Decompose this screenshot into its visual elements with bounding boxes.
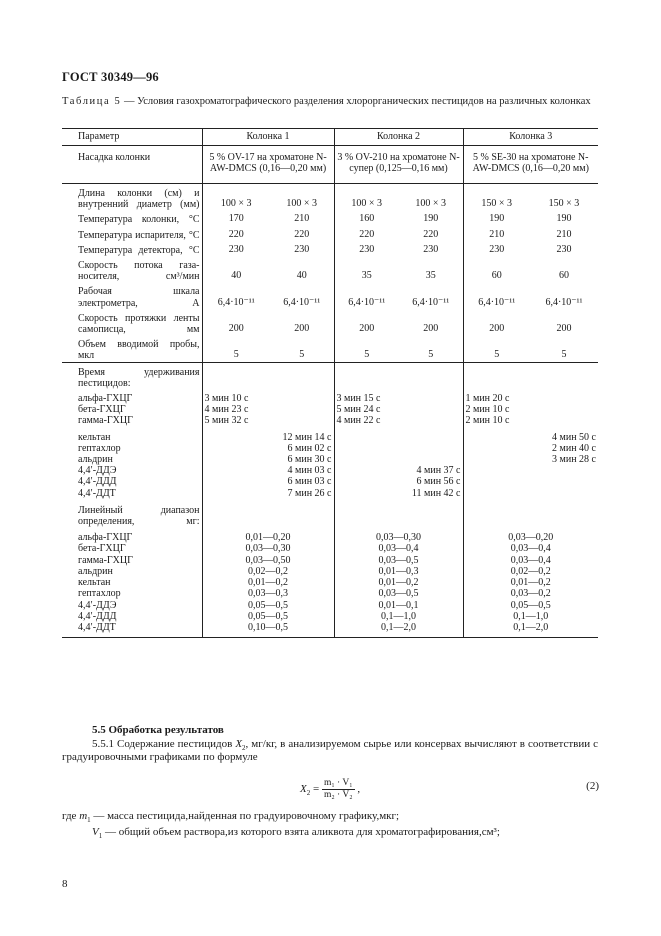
row-value: 150 × 3 (463, 184, 530, 211)
retention-col2-b: 4 мин 37 с 6 мин 56 с 11 мин 42 с (411, 465, 461, 499)
row-value: 190 (423, 213, 439, 225)
row-value: 160 (334, 210, 399, 225)
row-value: 6,4·10⁻¹¹ (463, 282, 530, 308)
table-caption (62, 96, 598, 108)
row-value: 220 (294, 228, 310, 240)
retention-col1-b: 12 мин 14 с 6 мин 02 с 6 мин 30 с 4 мин 03 с 6 мин 03 с 7 мин 26 с (282, 431, 332, 499)
row-value: 190 (463, 210, 530, 225)
retention-names-group-2: кельтан гептахлор альдрин 4,4′-ДДЭ 4,4′-ДДД 4,4′-ДДТ (78, 431, 121, 499)
row-value: 5 (530, 335, 598, 362)
nozzle-column-2: 3 % OV-210 на хроматоне N-супер (0,125—0,16 мм) (334, 146, 463, 184)
row-label: Объем вводимой пробы, мкл (62, 335, 202, 362)
row-value: 230 (423, 243, 439, 255)
table-row (62, 256, 598, 282)
row-label: Температура колонки, °С (78, 214, 200, 226)
row-value: 6,4·10⁻¹¹ (202, 282, 270, 308)
row-value: 35 (334, 256, 399, 282)
table-row (62, 499, 598, 527)
row-value: 5 (202, 335, 270, 362)
table-caption-text: — Условия газохроматографического разделения хлорорганических пестицидов на различных колонках (121, 96, 591, 107)
row-value: 230 (334, 241, 399, 256)
row-value: 200 (423, 323, 439, 335)
table-row (62, 226, 598, 241)
table-row (62, 210, 598, 225)
row-value: 6,4·10⁻¹¹ (283, 296, 321, 308)
where-prefix: где (62, 810, 80, 822)
range-column-3: 0,03—0,20 0,03—0,4 0,03—0,4 0,02—0,2 0,01—0,2 0,03—0,2 0,05—0,5 0,1—1,0 0,1—2,0 (463, 527, 598, 637)
row-value: 230 (294, 243, 310, 255)
document-header: ГОСТ 30349—96 (62, 70, 159, 84)
paragraph-sub: 2 (242, 744, 246, 753)
retention-names-group-1: альфа-ГХЦГ бета-ГХЦГ гамма-ГХЦГ (78, 393, 133, 427)
row-value: 220 (334, 226, 399, 241)
range-column-2: 0,03—0,30 0,03—0,4 0,03—0,5 0,01—0,3 0,01—0,2 0,03—0,5 0,01—0,1 0,1—1,0 0,1—2,0 (334, 527, 463, 637)
retention-col3-b: 4 мин 50 с 2 мин 40 с 3 мин 28 с (552, 431, 596, 466)
header-column-2: Колонка 2 (334, 129, 463, 146)
row-value: 100 × 3 (415, 198, 447, 210)
row-value: 200 (202, 309, 270, 335)
table-row (62, 362, 598, 389)
row-value: 60 (463, 256, 530, 282)
formula-tail: , (354, 783, 361, 796)
row-value: 220 (202, 226, 270, 241)
row-label: Длина колонки (см) и внутренний диаметр (мм) (78, 188, 200, 211)
row-value: 170 (202, 210, 270, 225)
formula-fraction (322, 778, 355, 801)
row-label: Температура испарителя, °С (78, 229, 200, 241)
row-value: 6,4·10⁻¹¹ (334, 282, 399, 308)
where-line-2 (92, 826, 500, 841)
row-value: 40 (296, 270, 307, 282)
paragraph-end: , мг/кг, в анализируемом сырье или консервах вычисляют в соответствии с градуировочными графиками по формуле (62, 738, 598, 763)
row-value: 200 (334, 309, 399, 335)
formula-lhs: X (300, 783, 307, 796)
row-value: 200 (294, 323, 310, 335)
retention-col2-a: 3 мин 15 с 5 мин 24 с 4 мин 22 с (334, 389, 399, 427)
table-row (62, 309, 598, 335)
row-value: 200 (463, 309, 530, 335)
row-value: 5 (270, 335, 334, 362)
page-number: 8 (62, 878, 68, 890)
table-row (62, 184, 598, 211)
where-sub-1: 1 (87, 816, 91, 825)
row-value: 210 (463, 226, 530, 241)
row-value: 220 (423, 228, 439, 240)
nozzle-column-3: 5 % SE-30 на хроматоне N-AW-DMCS (0,16—0,20 мм) (463, 146, 598, 184)
nozzle-column-1: 5 % OV-17 на хроматоне N-AW-DMCS (0,16—0,20 мм) (202, 146, 334, 184)
header-parameter: Параметр (62, 129, 202, 146)
where-sub-2: 1 (98, 832, 103, 841)
table-row (62, 427, 598, 499)
row-value: 5 (334, 335, 399, 362)
row-label: Температура детектора, °С (78, 244, 200, 256)
table-row (62, 389, 598, 427)
row-value: 6,4·10⁻¹¹ (412, 296, 450, 308)
formula-eq: = (310, 783, 322, 796)
header-column-1: Колонка 1 (202, 129, 334, 146)
formula-lhs-sub: 2 (306, 789, 311, 798)
row-value: 210 (294, 213, 310, 225)
range-column-1: 0,01—0,20 0,03—0,30 0,03—0,50 0,02—0,2 0,01—0,2 0,03—0,3 0,05—0,5 0,05—0,5 0,10—0,5 (202, 527, 334, 637)
table-row (62, 241, 598, 256)
row-value: 100 × 3 (202, 184, 270, 211)
row-label: Рабочая шкала электрометра, А (78, 286, 200, 309)
row-value: 150 × 3 (548, 198, 580, 210)
table-row (62, 527, 598, 637)
formula-denominator: m₂ · V₂ (323, 790, 353, 800)
paragraph-var: X (235, 738, 243, 750)
gc-conditions-table (62, 128, 598, 638)
row-value: 230 (463, 241, 530, 256)
table-row (62, 335, 598, 362)
row-value: 230 (202, 241, 270, 256)
paragraph-5-5-1 (62, 738, 598, 764)
row-label: Скорость протяжки ленты самописца, мм (78, 312, 200, 336)
row-value: 6,4·10⁻¹¹ (545, 296, 583, 308)
where-var-2: V (92, 826, 99, 838)
row-value: 210 (556, 228, 572, 240)
row-label: Скорость потока газа-носителя, см³/мин (78, 260, 200, 283)
where-text-2: — общий объем раствора,из которого взята аликвота для хроматографирования,см³; (102, 826, 500, 838)
where-line-1 (62, 810, 400, 825)
table-row (62, 146, 598, 184)
row-label: Насадка колонки (62, 146, 202, 184)
row-value: 60 (559, 270, 569, 282)
table-row (62, 282, 598, 308)
paragraph-start: 5.5.1 Содержание пестицидов (92, 738, 236, 750)
formula-number: (2) (586, 780, 599, 792)
parameter-rows (62, 184, 598, 363)
range-names: альфа-ГХЦГ бета-ГХЦГ гамма-ГХЦГ альдрин кельтан гептахлор 4,4′-ДДЭ 4,4′-ДДД 4,4′-ДДТ (62, 527, 202, 637)
range-label: Линейный диапазон определения, мг: (78, 504, 200, 528)
row-value: 5 (463, 335, 530, 362)
row-value: 230 (556, 243, 572, 255)
retention-col3-a: 1 мин 20 с 2 мин 10 с 2 мин 10 с (463, 389, 530, 427)
row-value: 200 (556, 323, 572, 335)
row-value: 100 × 3 (334, 184, 399, 211)
table-caption-prefix: Таблица 5 (62, 96, 122, 107)
where-var-1: m (79, 810, 88, 822)
row-value: 35 (425, 270, 436, 282)
table-header-row (62, 129, 598, 146)
row-value: 190 (556, 213, 572, 225)
section-title: 5.5 Обработка результатов (92, 724, 224, 736)
formula-2 (300, 778, 360, 801)
row-value: 5 (399, 335, 463, 362)
row-value: 40 (202, 256, 270, 282)
header-column-3: Колонка 3 (463, 129, 598, 146)
retention-label: Время удерживания пестицидов: (78, 366, 200, 389)
formula-numerator: m₁ · V₁ (323, 778, 353, 788)
retention-col1-a: 3 мин 10 с 4 мин 23 с 5 мин 32 с (202, 389, 270, 427)
row-value: 100 × 3 (286, 198, 318, 210)
where-text-1: — масса пестицида,найденная по градуировочному графику,мкг; (90, 810, 400, 822)
